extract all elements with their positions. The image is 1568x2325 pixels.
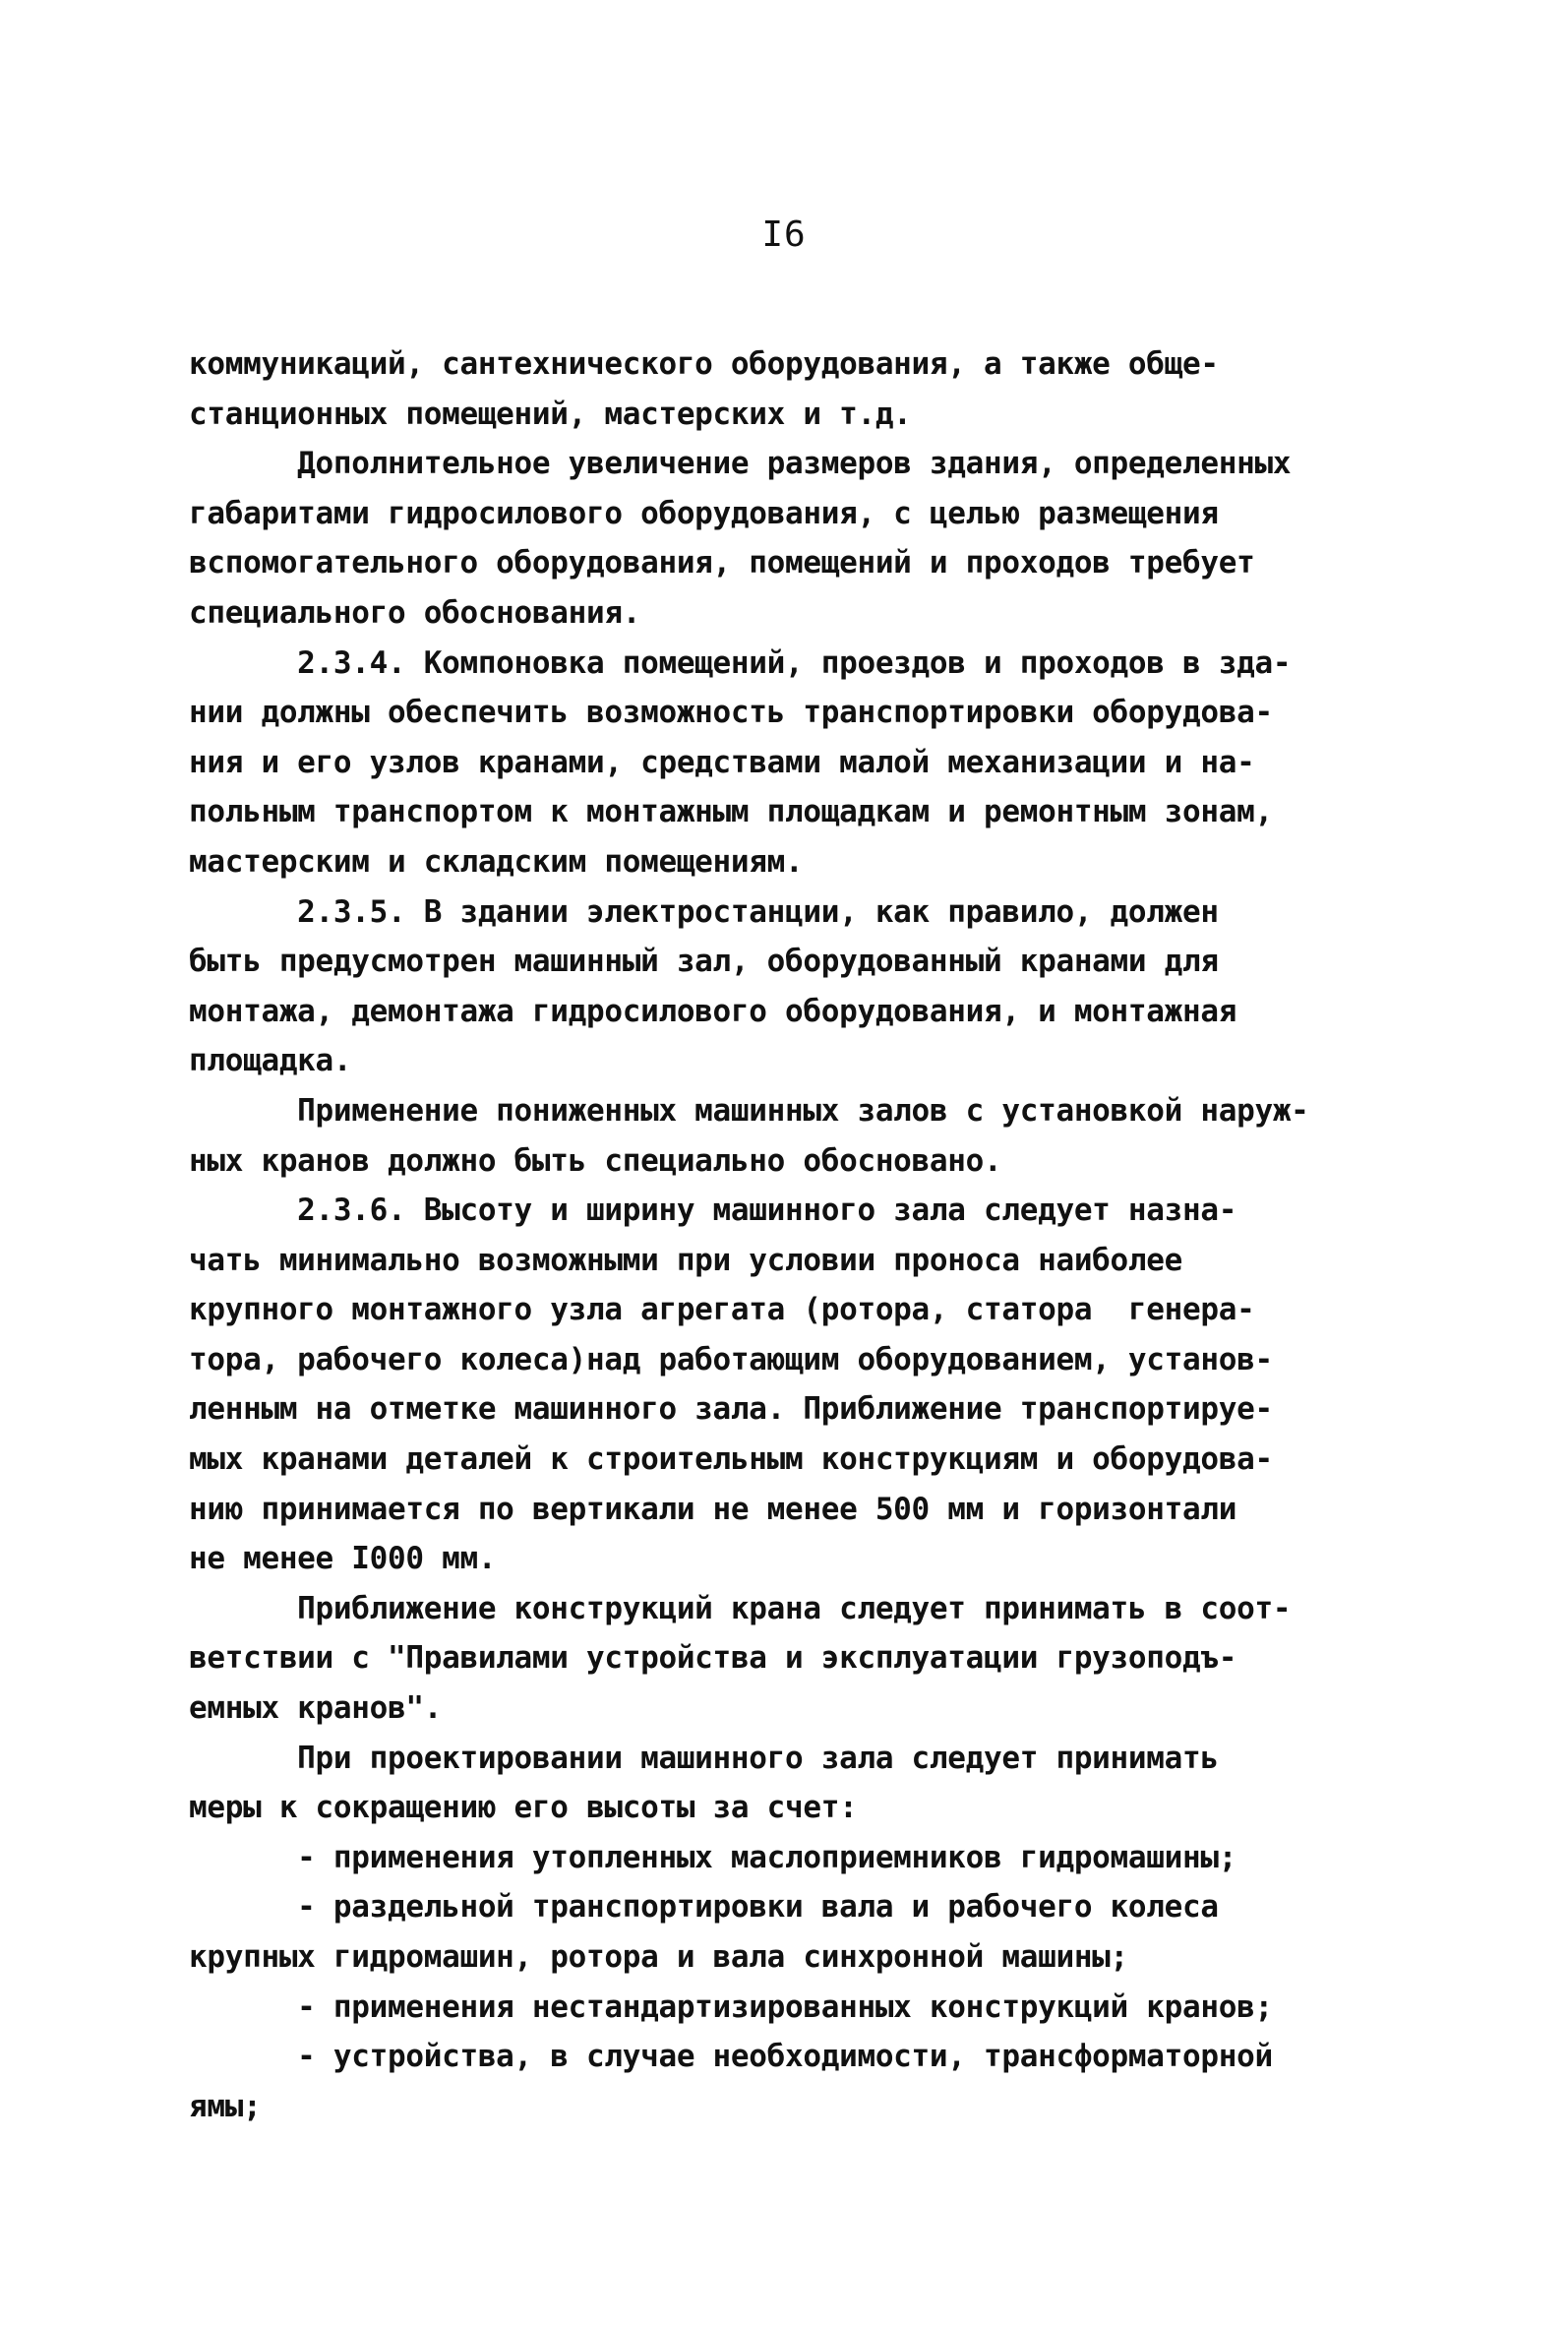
- text-line: ветствии с "Правилами устройства и эксплуатации грузоподъ-: [189, 1640, 1237, 1677]
- text-line: - применения нестандартизированных конструкций кранов;: [189, 1988, 1273, 2025]
- text-line: чать минимально возможными при условии проноса наиболее: [189, 1242, 1182, 1278]
- text-line: нию принимается по вертикали не менее 500 мм и горизонтали: [189, 1491, 1237, 1527]
- text-line: 2.3.5. В здании электростанции, как правило, должен: [189, 893, 1219, 930]
- text-line: крупных гидромашин, ротора и вала синхронной машины;: [189, 1939, 1128, 1975]
- text-line: ямы;: [189, 2088, 262, 2124]
- text-line: 2.3.6. Высоту и ширину машинного зала следует назна-: [189, 1193, 1237, 1229]
- text-line: Приближение конструкций крана следует принимать в соот-: [189, 1590, 1292, 1626]
- text-line: - раздельной транспортировки вала и рабочего колеса: [189, 1889, 1219, 1926]
- text-line: специального обоснования.: [189, 594, 641, 631]
- body-text: [189, 339, 1409, 2131]
- text-line: - устройства, в случае необходимости, трансформаторной: [189, 2039, 1273, 2075]
- text-line: польным транспортом к монтажным площадкам и ремонтным зонам,: [189, 794, 1273, 830]
- text-line: мастерским и складским помещениям.: [189, 843, 804, 880]
- text-line: станционных помещений, мастерских и т.д.: [189, 396, 912, 432]
- text-line: вспомогательного оборудования, помещений и проходов требует: [189, 545, 1255, 581]
- text-line: коммуникаций, сантехнического оборудования, а также обще-: [189, 346, 1219, 382]
- page-number: I6: [761, 214, 807, 255]
- text-line: тора, рабочего колеса)над работающим оборудованием, установ-: [189, 1341, 1273, 1377]
- text-line: Применение пониженных машинных залов с установкой наруж-: [189, 1092, 1309, 1129]
- text-line: мых кранами деталей к строительным конструкциям и оборудова-: [189, 1441, 1273, 1478]
- text-line: ния и его узлов кранами, средствами малой механизации и на-: [189, 744, 1255, 780]
- text-line: ных кранов должно быть специально обосновано.: [189, 1142, 1002, 1179]
- text-line: емных кранов".: [189, 1690, 443, 1727]
- text-line: площадка.: [189, 1043, 352, 1079]
- text-line: крупного монтажного узла агрегата (ротора, статора генера-: [189, 1292, 1255, 1328]
- text-line: монтажа, демонтажа гидросилового оборудования, и монтажная: [189, 993, 1237, 1029]
- text-line: быть предусмотрен машинный зал, оборудованный кранами для: [189, 944, 1219, 980]
- text-line: меры к сокращению его высоты за счет:: [189, 1790, 858, 1826]
- text-line: нии должны обеспечить возможность транспортировки оборудова-: [189, 695, 1273, 731]
- text-line: При проектировании машинного зала следует принимать: [189, 1740, 1219, 1776]
- text-line: - применения утопленных маслоприемников гидромашины;: [189, 1839, 1237, 1875]
- text-line: 2.3.4. Компоновка помещений, проездов и проходов в зда-: [189, 644, 1292, 681]
- text-line: ленным на отметке машинного зала. Приближение транспортируе-: [189, 1391, 1273, 1428]
- text-line: Дополнительное увеличение размеров здания, определенных: [189, 446, 1292, 482]
- text-line: габаритами гидросилового оборудования, с целью размещения: [189, 495, 1219, 531]
- text-line: не менее I000 мм.: [189, 1541, 497, 1577]
